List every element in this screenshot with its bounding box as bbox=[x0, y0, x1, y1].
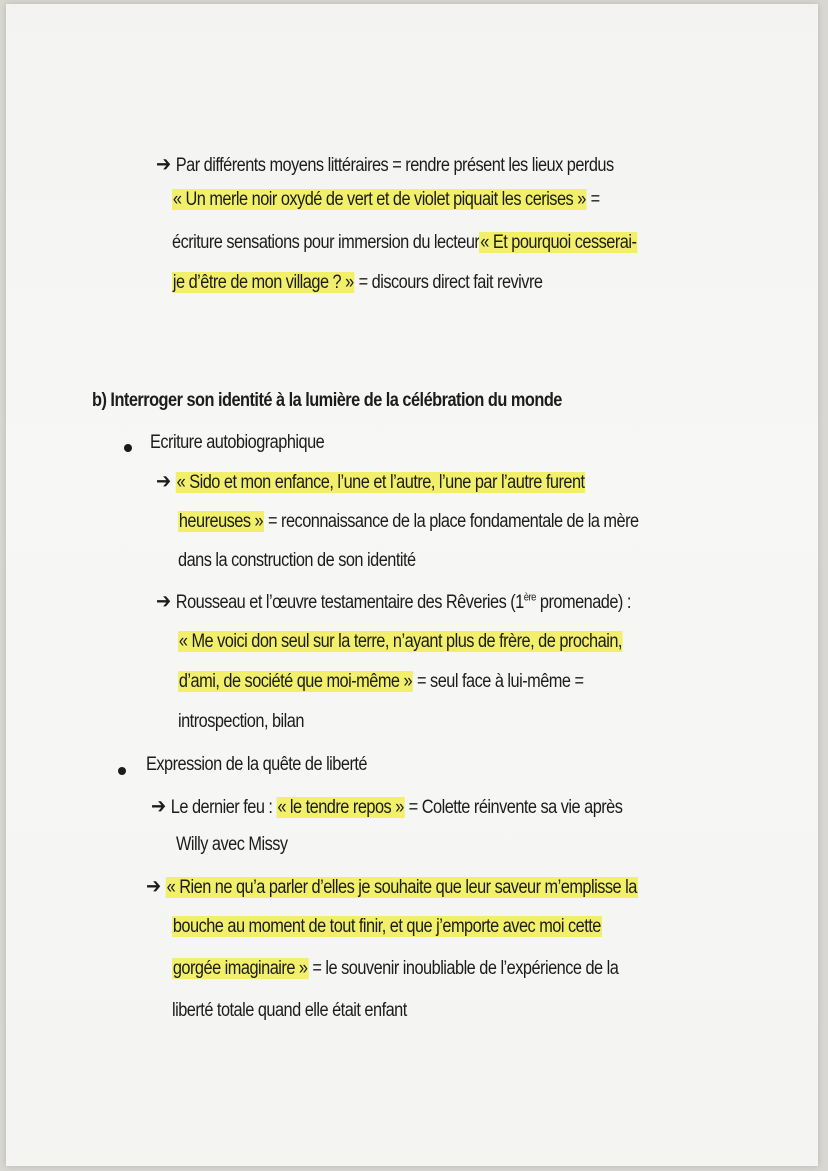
highlighted-quote: « Me voici don seul sur la terre, n’ayant plus de frère, de prochain, bbox=[178, 631, 622, 652]
arrow-icon: ➔ bbox=[156, 590, 171, 613]
highlighted-quote: gorgée imaginaire » bbox=[172, 958, 308, 979]
item1-line3: dans la construction de son identité bbox=[178, 550, 416, 571]
highlighted-quote: je d’être de mon village ? » bbox=[172, 272, 354, 293]
arrow-icon: ➔ bbox=[146, 875, 161, 898]
highlighted-quote: bouche au moment de tout finir, et que j’emporte avec moi cette bbox=[172, 916, 601, 937]
item4-line3: gorgée imaginaire » = le souvenir inoubliable de l’expérience de la bbox=[172, 958, 619, 979]
block1-line2: « Un merle noir oxydé de vert et de violet piquait les cerises » = bbox=[172, 189, 600, 210]
item3-line2: Willy avec Missy bbox=[176, 834, 288, 855]
highlighted-quote: heureuses » bbox=[178, 511, 264, 532]
arrow-icon: ➔ bbox=[156, 153, 171, 176]
arrow-icon: ➔ bbox=[156, 470, 171, 493]
highlighted-quote: « Sido et mon enfance, l’une et l’autre, l’une par l’autre furent bbox=[176, 472, 585, 493]
block1-line4: je d’être de mon village ? » = discours direct fait revivre bbox=[172, 272, 543, 293]
item4-line2 bbox=[172, 916, 602, 938]
bullet1-label: Ecriture autobiographique bbox=[150, 432, 325, 453]
highlighted-quote: d’ami, de société que moi-même » bbox=[178, 671, 413, 692]
item1-line2: heureuses » = reconnaissance de la place fondamentale de la mère bbox=[178, 511, 639, 532]
item3-line1: ➔ Le dernier feu : « le tendre repos » = Colette réinvente sa vie après bbox=[151, 795, 623, 818]
item2-line4: introspection, bilan bbox=[178, 711, 304, 732]
block1-line3: écriture sensations pour immersion du lecteur« Et pourquoi cesserai- bbox=[172, 232, 637, 253]
item2-line2 bbox=[178, 631, 623, 653]
highlighted-quote: « Un merle noir oxydé de vert et de violet piquait les cerises » bbox=[172, 189, 586, 210]
highlighted-quote: « le tendre repos » bbox=[277, 797, 404, 818]
item2-line1: ➔ Rousseau et l’œuvre testamentaire des Rêveries (1ère promenade) : bbox=[156, 590, 631, 613]
section-b-heading: b) Interroger son identité à la lumière de la célébration du monde bbox=[92, 390, 562, 411]
bullet-icon bbox=[124, 444, 132, 452]
highlighted-quote: « Rien ne qu’a parler d’elles je souhaite que leur saveur m’emplisse la bbox=[166, 877, 637, 898]
item1-line1 bbox=[156, 469, 585, 494]
document-page bbox=[6, 4, 818, 1166]
block1-line1: ➔ Par différents moyens littéraires = rendre présent les lieux perdus bbox=[156, 153, 614, 176]
item4-line4: liberté totale quand elle était enfant bbox=[172, 1000, 407, 1021]
bullet2-label: Expression de la quête de liberté bbox=[146, 754, 367, 775]
arrow-icon: ➔ bbox=[151, 795, 166, 818]
bullet-icon bbox=[118, 767, 126, 775]
highlighted-quote: « Et pourquoi cesserai- bbox=[480, 232, 637, 253]
item4-line1 bbox=[146, 874, 638, 899]
item2-line3: d’ami, de société que moi-même » = seul face à lui-même = bbox=[178, 671, 584, 692]
